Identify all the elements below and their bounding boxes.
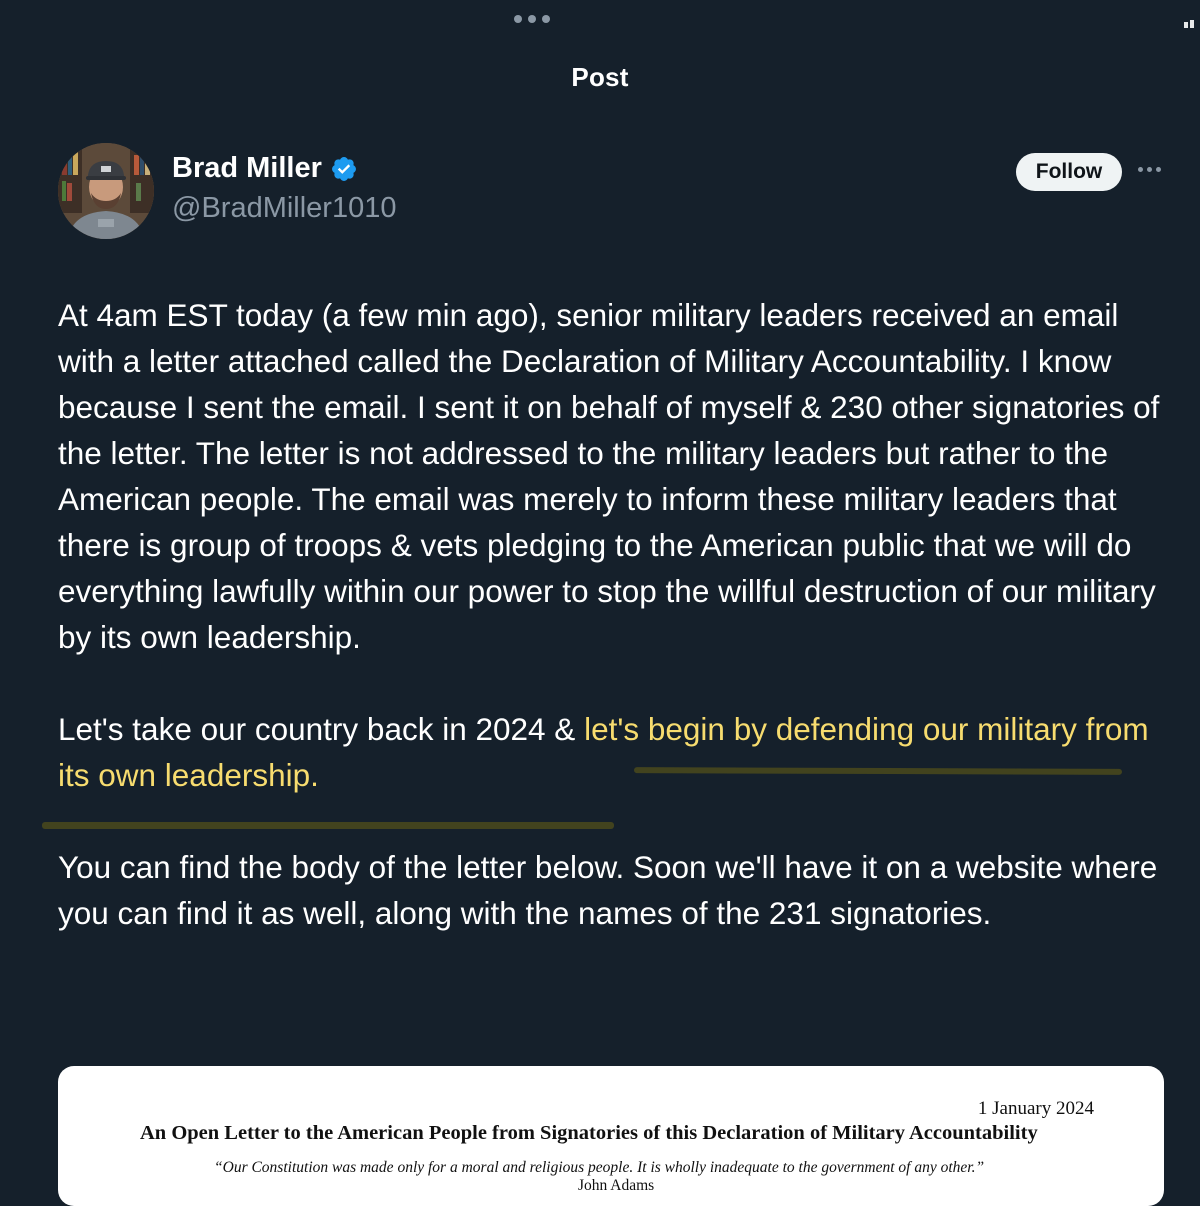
more-options-icon[interactable] xyxy=(1138,167,1161,172)
letter-date: 1 January 2024 xyxy=(977,1098,1094,1119)
post-paragraph: You can find the body of the letter below. Soon we'll have it on a website where you can find it as well, along with the names of the 231 signatories. xyxy=(58,849,1158,931)
page-title: Post xyxy=(571,62,629,92)
post-paragraph: At 4am EST today (a few min ago), senior military leaders received an email with a letter attached called the Declaration of Military Accountability. I know because I sent the email. I sent it on behalf of myself & 230 other signatories of the letter. The letter is not addressed to the military leaders but rather to the American people. The email was merely to inform these military leaders that there is group of troops & vets pledging to the American public that we will do everything lawfully within our power to stop the willful destruction of our military by its own leadership. xyxy=(58,297,1160,655)
post-text-highlight: let's begin by defending our military from its own leadership. xyxy=(58,711,1149,793)
letter-attribution: John Adams xyxy=(578,1177,655,1194)
author-handle[interactable]: @BradMiller1010 xyxy=(172,192,397,224)
signal-icon xyxy=(1184,14,1196,30)
post-text-plain: Let's take our country back in 2024 & xyxy=(58,711,585,747)
avatar-image xyxy=(58,143,154,239)
author-name[interactable]: Brad Miller xyxy=(172,152,322,184)
verified-badge-icon xyxy=(330,155,358,183)
letter-title: An Open Letter to the American People from Signatories of this Declaration of Military Accountability xyxy=(140,1122,1038,1144)
avatar[interactable] xyxy=(58,143,154,239)
post-paragraph xyxy=(58,706,1170,798)
drag-handle-icon[interactable] xyxy=(514,12,554,26)
letter-quote: “Our Constitution was made only for a moral and religious people. It is wholly inadequate to the government of any other.” xyxy=(214,1159,985,1176)
attached-letter-image[interactable] xyxy=(58,1066,1164,1206)
post-text xyxy=(58,292,1170,936)
follow-button[interactable]: Follow xyxy=(1016,153,1122,191)
